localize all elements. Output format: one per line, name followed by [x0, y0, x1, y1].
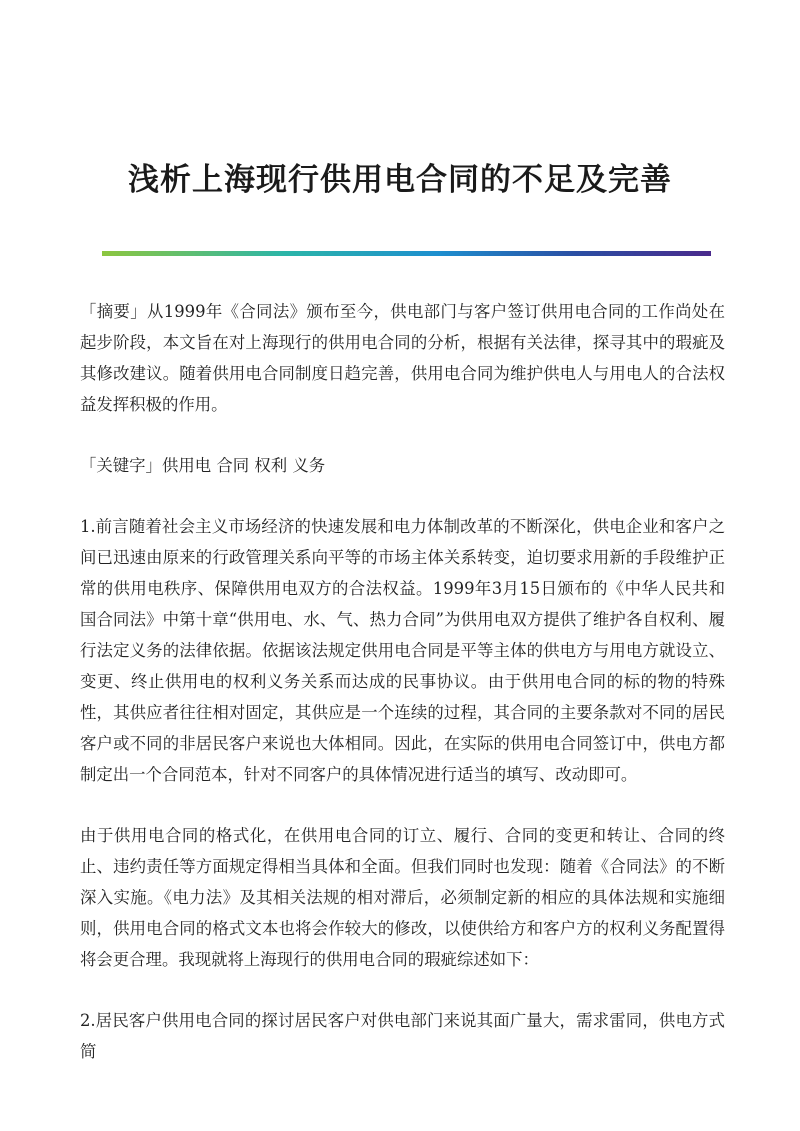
abstract-paragraph: 「摘要」从1999年《合同法》颁布至今，供电部门与客户签订供用电合同的工作尚处在起步阶段，本文旨在对上海现行的供用电合同的分析，根据有关法律，探寻其中的瑕疵及其修改建议。随着供用电合同制度日趋完善，供用电合同为维护供电人与用电人的合法权益发挥积极的作用。 — [80, 302, 725, 414]
title-divider — [102, 251, 711, 256]
body-paragraph: 由于供用电合同的格式化，在供用电合同的订立、履行、合同的变更和转让、合同的终止、违约责任等方面规定得相当具体和全面。但我们同时也发现：随着《合同法》的不断深入实施。《电力法》及其相关法规的相对滞后，必须制定新的相应的具体法规和实施细则，供用电合同的格式文本也将会作较大的修改，以使供给方和客户方的权利义务配置得将会更合理。我现就将上海现行的供用电合同的瑕疵综述如下： — [80, 826, 725, 969]
section-2-paragraph: 2.居民客户供用电合同的探讨居民客户对供电部门来说其面广量大，需求雷同，供电方式简 — [80, 1011, 725, 1061]
section-1-paragraph: 1.前言随着社会主义市场经济的快速发展和电力体制改革的不断深化，供电企业和客户之间已迅速由原来的行政管理关系向平等的市场主体关系转变，迫切要求用新的手段维护正常的供用电秩序、保障供用电双方的合法权益。1999年3月15日颁布的《中华人民共和国合同法》中第十章“供用电、水、气、热力合同”为供用电双方提供了维护各自权利、履行法定义务的法律依据。依据该法规定供用电合同是平等主体的供电方与用电方就设立、变更、终止供用电的权利义务关系而达成的民事协议。由于供用电合同的标的物的特殊性，其供应者往往相对固定，其供应是一个连续的过程，其合同的主要条款对不同的居民客户或不同的非居民客户来说也大体相同。因此，在实际的供用电合同签订中，供电方都制定出一个合同范本，针对不同客户的具体情况进行适当的填写、改动即可。 — [80, 517, 725, 784]
document-title: 浅析上海现行供用电合同的不足及完善 — [128, 162, 672, 198]
keywords-paragraph: 「关键字」供用电 合同 权利 义务 — [80, 456, 326, 475]
document-body — [80, 296, 725, 1097]
